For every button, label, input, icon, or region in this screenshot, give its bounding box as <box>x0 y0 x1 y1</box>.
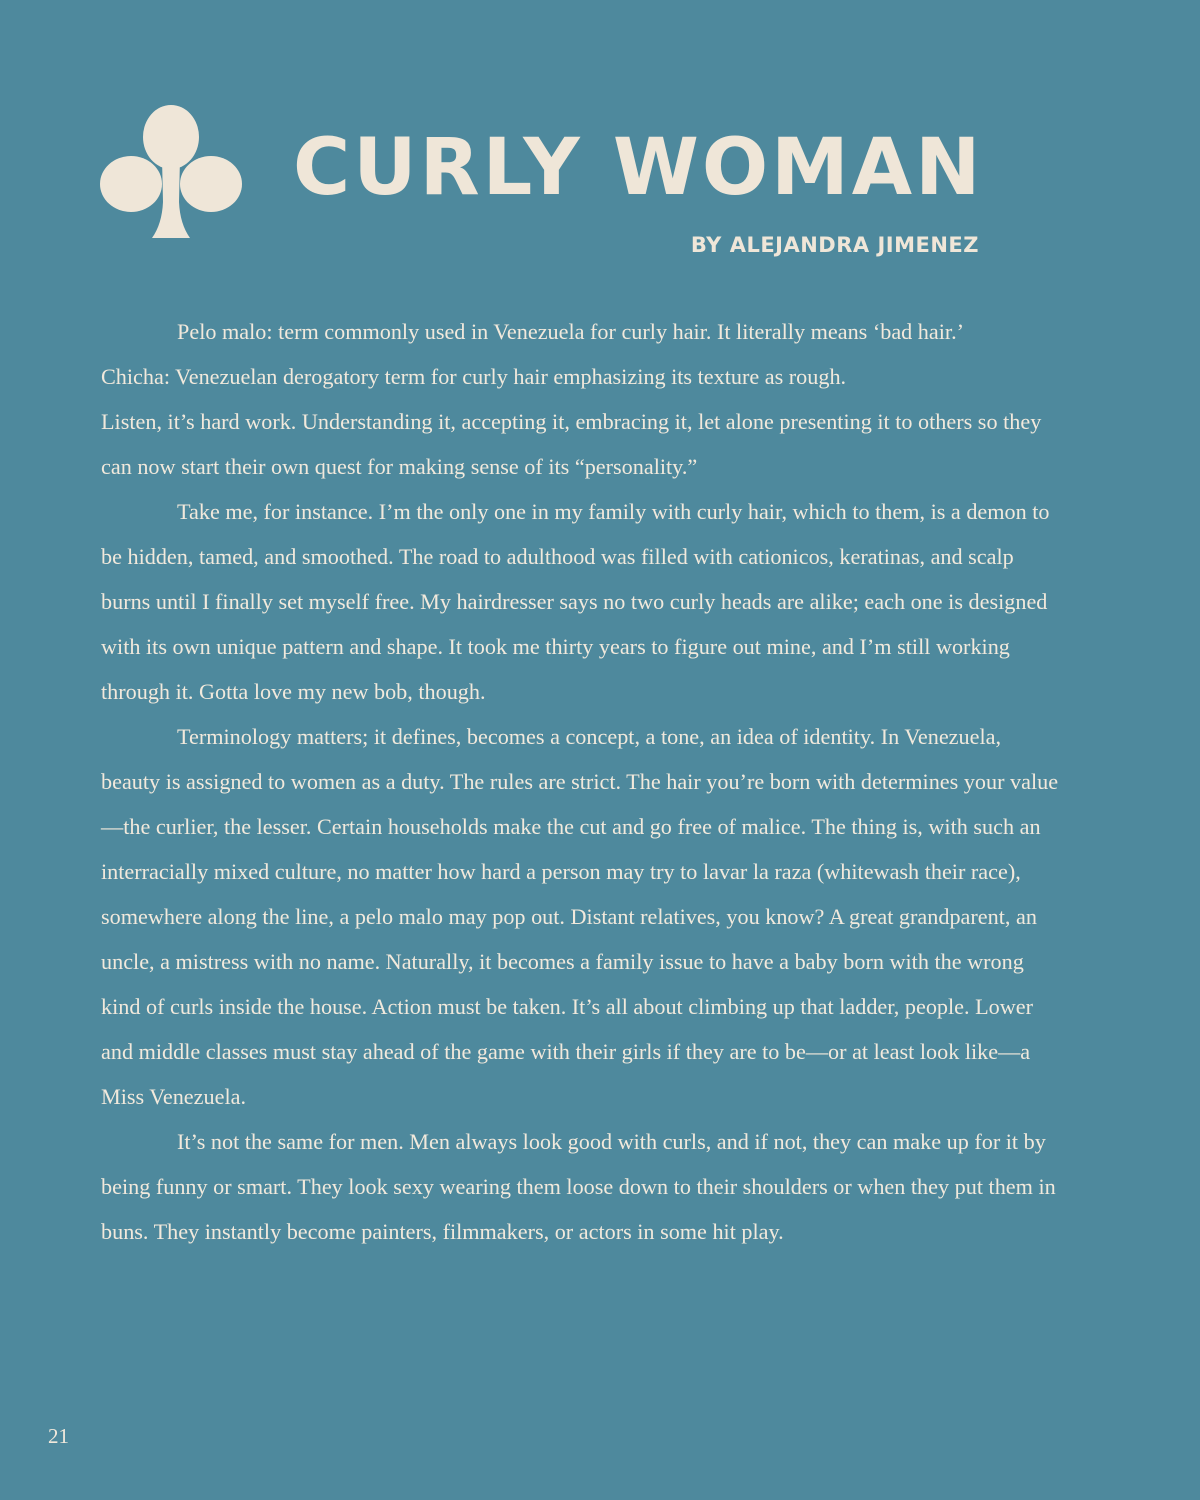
article-title: CURLY WOMAN <box>293 123 984 213</box>
article-paragraph: Listen, it’s hard work. Understanding it, accepting it, embracing it, let alone presenting it to others so they can now start their own quest for making sense of its “personality.” <box>101 409 1042 479</box>
article-paragraph: Pelo malo: term commonly used in Venezuela for curly hair. It literally means ‘bad hair.’ <box>177 319 965 344</box>
author-byline: BY ALEJANDRA JIMENEZ <box>690 233 979 257</box>
club-suit-icon <box>100 102 242 240</box>
article-paragraph: Take me, for instance. I’m the only one in my family with curly hair, which to them, is a demon to be hidden, tamed, and smoothed. The road to adulthood was filled with cationicos, keratinas, and scalp burns until I finally set myself free. My hairdresser says no two curly heads are alike; each one is designed with its own unique pattern and shape. It took me thirty years to figure out mine, and I’m still working through it. Gotta love my new bob, though. <box>101 499 1050 704</box>
article-paragraph: Terminology matters; it defines, becomes a concept, a tone, an idea of identity. In Venezuela, beauty is assigned to women as a duty. The rules are strict. The hair you’re born with determines your value—the curlier, the lesser. Certain households make the cut and go free of malice. The thing is, with such an interracially mixed culture, no matter how hard a person may try to lavar la raza (whitewash their race), somewhere along the line, a pelo malo may pop out. Distant relatives, you know? A great grandparent, an uncle, a mistress with no name. Naturally, it becomes a family issue to have a baby born with the wrong kind of curls inside the house. Action must be taken. It’s all about climbing up that ladder, people. Lower and middle classes must stay ahead of the game with their girls if they are to be—or at least look like—a Miss Venezuela. <box>101 724 1059 1109</box>
article-body <box>101 309 1061 1254</box>
article-paragraph: It’s not the same for men. Men always look good with curls, and if not, they can make up for it by being funny or smart. They look sexy wearing them loose down to their shoulders or when they put them in buns. They instantly become painters, filmmakers, or actors in some hit play. <box>101 1129 1056 1244</box>
article-paragraph: Chicha: Venezuelan derogatory term for curly hair emphasizing its texture as rough. <box>101 364 847 389</box>
page-number: 21 <box>48 1424 69 1448</box>
